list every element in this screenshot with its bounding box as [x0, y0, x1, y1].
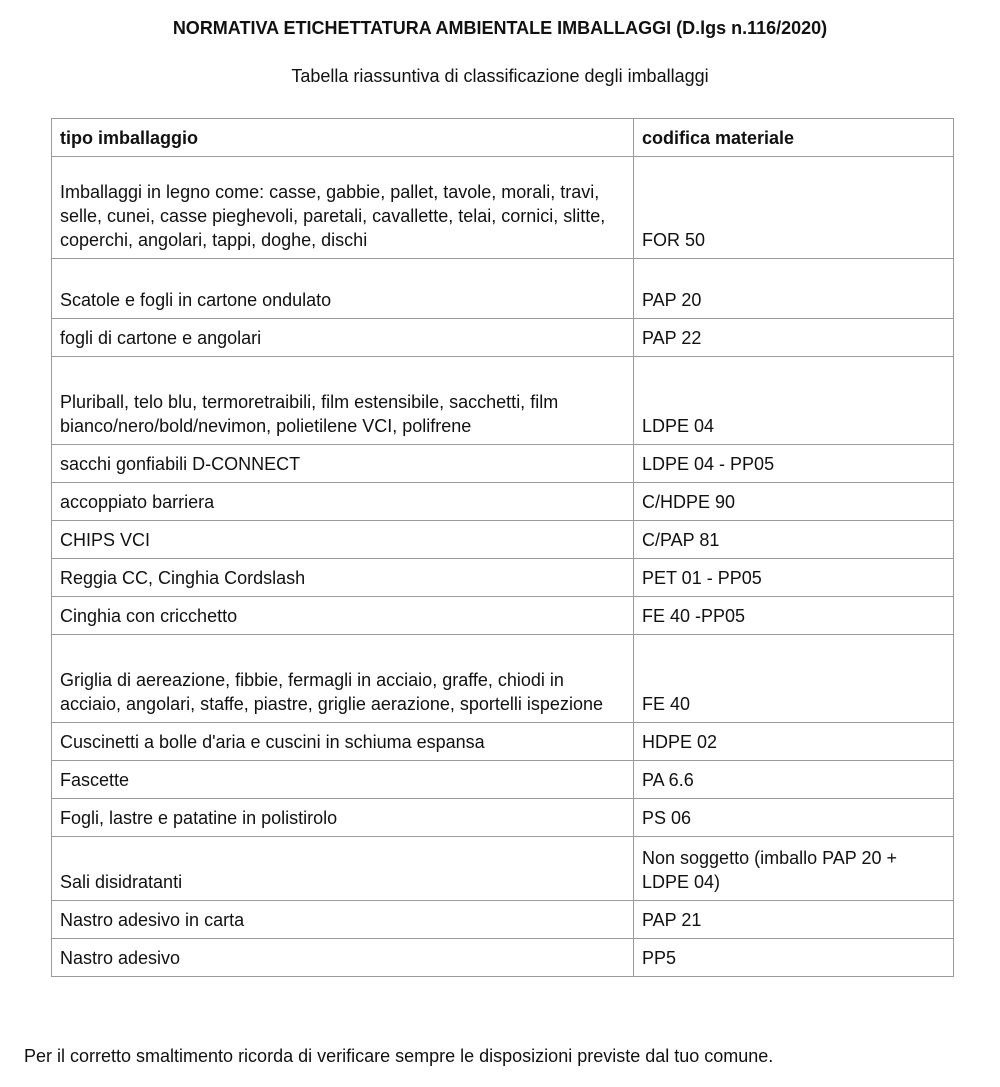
cell-codifica: PS 06: [634, 799, 954, 837]
cell-tipo: Reggia CC, Cinghia Cordslash: [52, 559, 634, 597]
cell-tipo: accoppiato barriera: [52, 483, 634, 521]
cell-tipo: Nastro adesivo: [52, 939, 634, 977]
cell-codifica: FE 40 -PP05: [634, 597, 954, 635]
table-row: [52, 723, 954, 761]
cell-codifica: PAP 22: [634, 319, 954, 357]
table-row: [52, 521, 954, 559]
cell-codifica: HDPE 02: [634, 723, 954, 761]
cell-tipo: sacchi gonfiabili D-CONNECT: [52, 445, 634, 483]
table-row: [52, 157, 954, 259]
cell-tipo: Fascette: [52, 761, 634, 799]
document-title: NORMATIVA ETICHETTATURA AMBIENTALE IMBALLAGGI (D.lgs n.116/2020): [172, 18, 828, 38]
cell-codifica: PET 01 - PP05: [634, 559, 954, 597]
table-row: [52, 901, 954, 939]
disposal-note: Per il corretto smaltimento ricorda di verificare sempre le disposizioni previste dal tuo comune.: [24, 1046, 774, 1066]
cell-tipo: Imballaggi in legno come: casse, gabbie, pallet, tavole, morali, travi, selle, cunei, casse pieghevoli, paretali, cavallette, telai, cornici, slitte, coperchi, angolari, tappi, doghe, dischi: [52, 157, 634, 259]
table-row: [52, 259, 954, 319]
cell-tipo: Nastro adesivo in carta: [52, 901, 634, 939]
table-row: [52, 357, 954, 445]
header-codifica-materiale: codifica materiale: [634, 119, 954, 157]
cell-codifica: PP5: [634, 939, 954, 977]
classification-table: [51, 118, 954, 977]
table-row: [52, 597, 954, 635]
header-tipo-imballaggio: tipo imballaggio: [52, 119, 634, 157]
cell-tipo: Griglia di aereazione, fibbie, fermagli in acciaio, graffe, chiodi in acciaio, angolari, staffe, piastre, griglie aerazione, sportelli ispezione: [52, 635, 634, 723]
cell-tipo: Cuscinetti a bolle d'aria e cuscini in schiuma espansa: [52, 723, 634, 761]
cell-codifica: FOR 50: [634, 157, 954, 259]
cell-codifica: LDPE 04 - PP05: [634, 445, 954, 483]
table-row: [52, 799, 954, 837]
table-row: [52, 559, 954, 597]
cell-codifica: LDPE 04: [634, 357, 954, 445]
cell-codifica: Non soggetto (imballo PAP 20 + LDPE 04): [634, 837, 954, 901]
cell-tipo: CHIPS VCI: [52, 521, 634, 559]
cell-codifica: PA 6.6: [634, 761, 954, 799]
table-row: [52, 939, 954, 977]
cell-codifica: C/HDPE 90: [634, 483, 954, 521]
table-row: [52, 837, 954, 901]
document-subtitle: Tabella riassuntiva di classificazione degli imballaggi: [291, 66, 709, 86]
cell-codifica: PAP 21: [634, 901, 954, 939]
cell-tipo: Scatole e fogli in cartone ondulato: [52, 259, 634, 319]
cell-codifica: FE 40: [634, 635, 954, 723]
cell-tipo: Pluriball, telo blu, termoretraibili, film estensibile, sacchetti, film bianco/nero/bold/nevimon, polietilene VCI, polifrene: [52, 357, 634, 445]
cell-tipo: Cinghia con cricchetto: [52, 597, 634, 635]
cell-codifica: PAP 20: [634, 259, 954, 319]
table-row: [52, 483, 954, 521]
table-row: [52, 319, 954, 357]
table-row: [52, 635, 954, 723]
table-header-row: [52, 119, 954, 157]
table-row: [52, 761, 954, 799]
cell-tipo: Sali disidratanti: [52, 837, 634, 901]
table-row: [52, 445, 954, 483]
cell-tipo: fogli di cartone e angolari: [52, 319, 634, 357]
cell-tipo: Fogli, lastre e patatine in polistirolo: [52, 799, 634, 837]
cell-codifica: C/PAP 81: [634, 521, 954, 559]
